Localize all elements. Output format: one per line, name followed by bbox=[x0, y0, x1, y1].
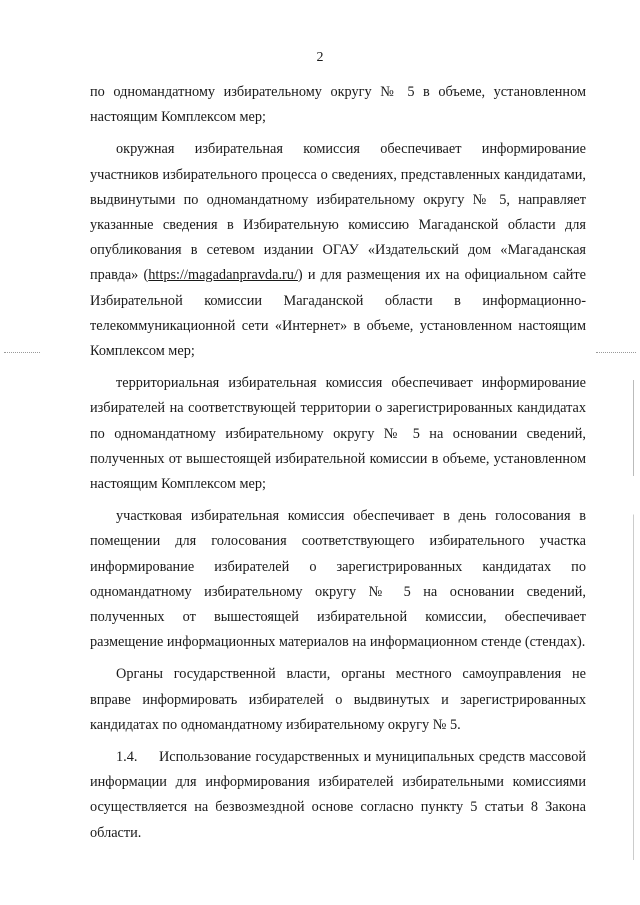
scan-artifact-left bbox=[4, 352, 40, 354]
section-number: 1.4. bbox=[116, 749, 138, 766]
paragraph-2 bbox=[90, 137, 586, 364]
paragraph-6 bbox=[90, 745, 586, 846]
paragraph-2-text: окружная избирательная комиссия обеспечивает информирование участников избирательного процесса о сведениях, представленных кандидатами, выдвинутыми по одномандатному избирательному округу № 5, направляет указанные сведения в Избирательную комиссию Магаданской области для опубликования в сетевом издании ОГАУ «Издательский дом «Магаданская правда» ( bbox=[90, 141, 586, 284]
document-body bbox=[90, 80, 586, 846]
magadanpravda-link[interactable]: https://magadanpravda.ru/ bbox=[148, 267, 298, 284]
scan-edge-line bbox=[633, 380, 634, 860]
paragraph-6-text: Использование государственных и муниципальных средств массовой информации для информирования избирателей избирательными комиссиями осуществляется на безвозмездной основе согласно пункту 5 статьи 8 Закона области. bbox=[90, 749, 586, 841]
scan-artifact-right bbox=[596, 352, 636, 354]
page-number: 2 bbox=[316, 50, 324, 65]
paragraph-3: территориальная избирательная комиссия обеспечивает информирование избирателей на соответствующей территории о зарегистрированных кандидатах по одномандатному избирательному округу № 5 на основании сведений, полученных от вышестоящей избирательной комиссии в объеме, установленном настоящим Комплексом мер; bbox=[90, 375, 586, 493]
paragraph-1: по одномандатному избирательному округу № 5 в объеме, установленном настоящим Комплексом мер; bbox=[90, 84, 586, 126]
paragraph-5: Органы государственной власти, органы местного самоуправления не вправе информировать избирателей о выдвинутых и зарегистрированных кандидатах по одномандатному избирательному округу № 5. bbox=[90, 666, 586, 733]
paragraph-2-tail: ) и для размещения их на официальном сайте Избирательной комиссии Магаданской области в информационно-телекоммуникационной сети «Интернет» в объеме, установленном настоящим Комплексом мер; bbox=[90, 267, 586, 360]
paragraph-4: участковая избирательная комиссия обеспечивает в день голосования в помещении для голосования соответствующего избирательного участка информирование избирателей о зарегистрированных кандидатах по одномандатному избирательному округу № 5 на основании сведений, полученных от вышестоящей избирательной комиссии, обеспечивает размещение информационных материалов на информационном стенде (стендах). bbox=[90, 508, 586, 651]
